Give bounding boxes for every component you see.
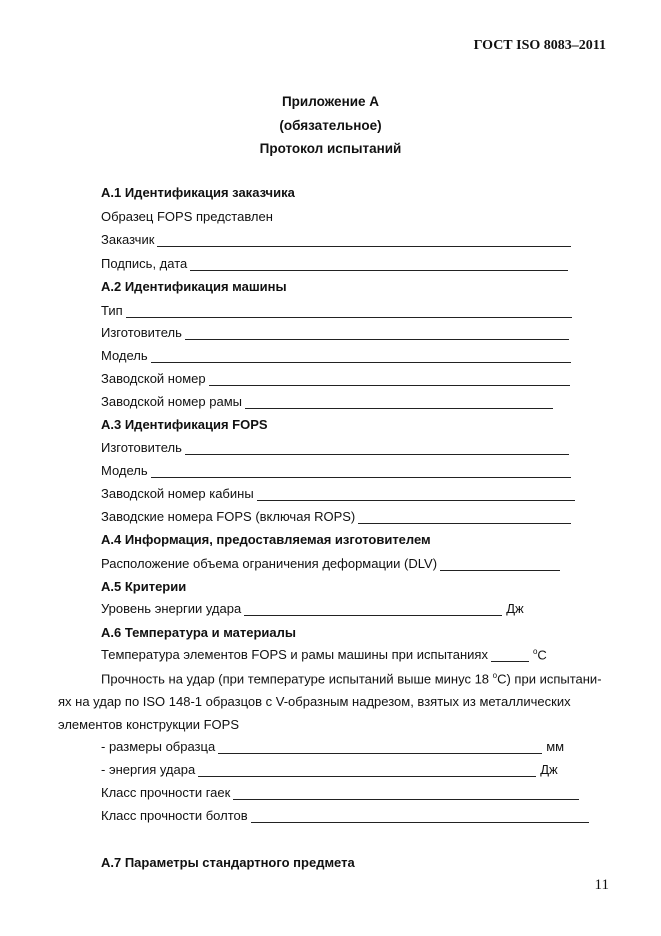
annex-name: Протокол испытаний bbox=[259, 141, 402, 156]
section-a7-heading: А.7 Параметры стандартного предмета bbox=[101, 855, 355, 870]
fops-maker-blank[interactable] bbox=[185, 442, 569, 455]
dlv-field[interactable] bbox=[101, 553, 560, 571]
fops-serials-blank[interactable] bbox=[358, 511, 571, 524]
dlv-label: Расположение объема ограничения деформации (DLV) bbox=[101, 556, 438, 571]
impact-energy-field[interactable] bbox=[101, 759, 558, 777]
energy-level-label: Уровень энергии удара bbox=[101, 601, 242, 616]
bolt-class-blank[interactable] bbox=[251, 810, 589, 823]
temperature-unit: $^o$C bbox=[532, 646, 547, 662]
annex-title: Приложение А bbox=[281, 94, 380, 109]
customer-field[interactable] bbox=[101, 229, 571, 247]
impact-energy-label: - энергия удара bbox=[101, 762, 196, 777]
sample-size-label: - размеры образца bbox=[101, 739, 216, 754]
fops-serials-field[interactable] bbox=[101, 506, 571, 524]
customer-label: Заказчик bbox=[101, 232, 155, 247]
sample-size-blank[interactable] bbox=[218, 741, 542, 754]
machine-maker-field[interactable] bbox=[101, 322, 569, 340]
page-number: 11 bbox=[594, 877, 609, 893]
section-a3-heading: А.3 Идентификация FOPS bbox=[101, 417, 268, 432]
bolt-class-label: Класс прочности болтов bbox=[101, 808, 248, 823]
sample-size-unit: мм bbox=[546, 739, 565, 754]
impact-strength-paragraph: Прочность на удар (при температуре испытаний выше минус 18 $^o$C) при испытани- ях на удар по ISO 148-1 образцов с V-образным надрезом, взятых из металлических элементов конструкции FOPS bbox=[58, 671, 602, 733]
machine-model-field[interactable] bbox=[101, 345, 571, 363]
bolt-class-field[interactable] bbox=[101, 805, 589, 823]
fops-serials-label: Заводские номера FOPS (включая ROPS) bbox=[101, 509, 356, 524]
sample-presented-label: Образец FOPS представлен bbox=[101, 209, 273, 224]
signature-blank[interactable] bbox=[190, 258, 568, 271]
energy-level-field[interactable] bbox=[101, 598, 524, 616]
section-a1-heading: А.1 Идентификация заказчика bbox=[101, 185, 295, 200]
fops-model-field[interactable] bbox=[101, 460, 571, 478]
fops-model-blank[interactable] bbox=[151, 465, 571, 478]
machine-serial-field[interactable] bbox=[101, 368, 570, 386]
section-a5-heading: А.5 Критерии bbox=[101, 579, 187, 594]
machine-type-field[interactable] bbox=[101, 300, 572, 318]
frame-serial-field[interactable] bbox=[101, 391, 553, 409]
machine-serial-label: Заводской номер bbox=[101, 371, 206, 386]
document-code: ГОСТ ISO 8083–2011 bbox=[473, 38, 606, 53]
cab-serial-label: Заводской номер кабины bbox=[101, 486, 254, 501]
section-a2-heading: А.2 Идентификация машины bbox=[101, 279, 287, 294]
impact-energy-unit: Дж bbox=[540, 762, 558, 777]
customer-blank[interactable] bbox=[157, 234, 571, 247]
machine-maker-label: Изготовитель bbox=[101, 325, 182, 340]
machine-type-label: Тип bbox=[101, 303, 123, 318]
energy-level-unit: Дж bbox=[506, 601, 524, 616]
energy-level-blank[interactable] bbox=[244, 603, 502, 616]
impact-energy-blank[interactable] bbox=[198, 764, 536, 777]
nut-class-field[interactable] bbox=[101, 782, 579, 800]
fops-maker-field[interactable] bbox=[101, 437, 569, 455]
frame-serial-label: Заводской номер рамы bbox=[101, 394, 242, 409]
signature-label: Подпись, дата bbox=[101, 256, 188, 271]
dlv-blank[interactable] bbox=[440, 558, 560, 571]
machine-type-blank[interactable] bbox=[126, 305, 572, 318]
machine-serial-blank[interactable] bbox=[209, 373, 570, 386]
section-a4-heading: А.4 Информация, предоставляемая изготовителем bbox=[101, 532, 431, 547]
sample-size-field[interactable] bbox=[101, 736, 564, 754]
section-a6-heading: А.6 Температура и материалы bbox=[101, 625, 296, 640]
machine-model-blank[interactable] bbox=[151, 350, 571, 363]
cab-serial-field[interactable] bbox=[101, 483, 575, 501]
frame-serial-blank[interactable] bbox=[245, 396, 553, 409]
temperature-field[interactable] bbox=[101, 644, 547, 662]
nut-class-label: Класс прочности гаек bbox=[101, 785, 231, 800]
nut-class-blank[interactable] bbox=[233, 787, 579, 800]
fops-maker-label: Изготовитель bbox=[101, 440, 182, 455]
machine-maker-blank[interactable] bbox=[185, 327, 569, 340]
cab-serial-blank[interactable] bbox=[257, 488, 575, 501]
annex-status: (обязательное) bbox=[279, 118, 382, 133]
temperature-blank[interactable] bbox=[491, 649, 529, 662]
temperature-label: Температура элементов FOPS и рамы машины при испытаниях bbox=[101, 647, 488, 662]
signature-field[interactable] bbox=[101, 253, 568, 271]
fops-model-label: Модель bbox=[101, 463, 148, 478]
machine-model-label: Модель bbox=[101, 348, 148, 363]
